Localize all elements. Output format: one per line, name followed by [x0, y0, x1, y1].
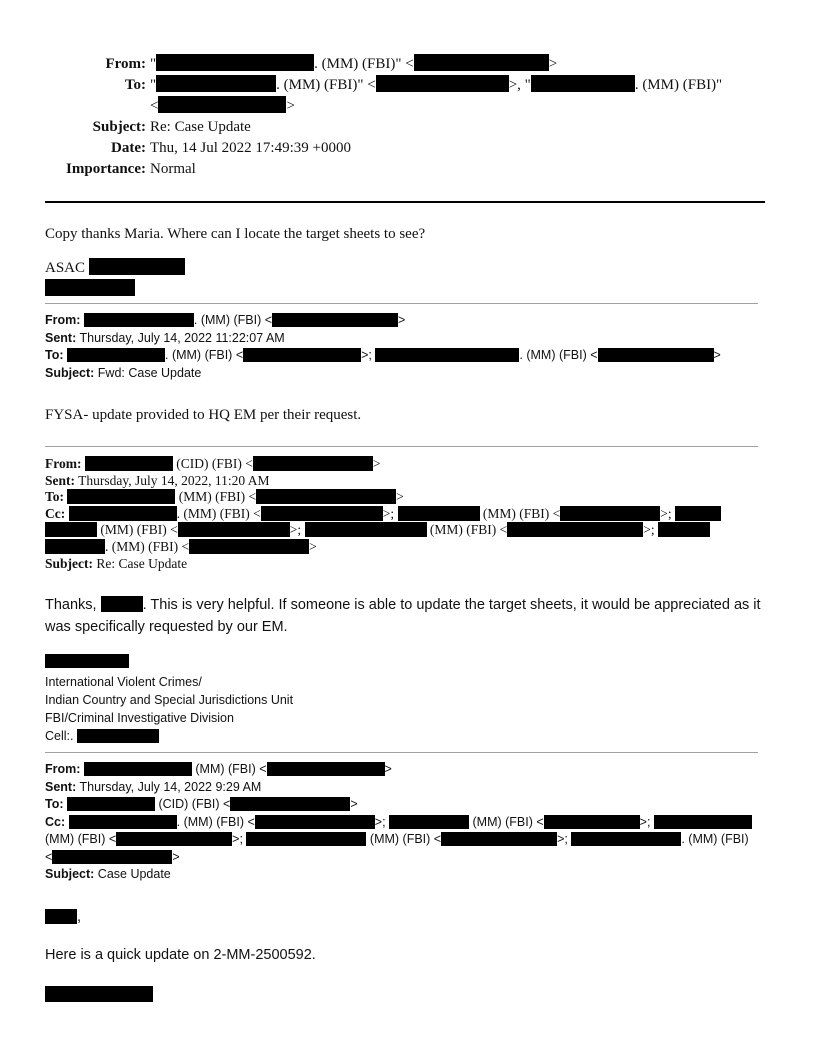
redaction	[45, 539, 105, 554]
header-subject-label: Subject:	[92, 119, 146, 135]
msg2-subject-row: Subject: Fwd: Case Update	[45, 365, 202, 380]
redaction	[69, 506, 177, 521]
redaction	[77, 729, 159, 743]
msg3-header	[45, 456, 757, 572]
msg4-from-row: From: (MM) (FBI) < >	[45, 762, 392, 776]
message-divider	[45, 303, 758, 304]
redaction	[243, 348, 361, 362]
msg3-to-row: To: (MM) (FBI) < >	[45, 489, 404, 505]
redaction	[101, 596, 143, 612]
redaction	[571, 832, 681, 846]
redaction	[531, 75, 635, 92]
redaction	[267, 762, 385, 776]
redaction	[544, 815, 640, 829]
redaction	[69, 815, 177, 829]
redaction	[441, 832, 557, 846]
redaction	[654, 815, 752, 829]
redaction	[45, 909, 77, 924]
redaction	[178, 522, 290, 537]
msg3-from-row: From: (CID) (FBI) < >	[45, 456, 381, 471]
redaction	[375, 348, 519, 362]
redaction	[376, 75, 509, 92]
redaction	[45, 654, 129, 668]
redaction	[45, 522, 97, 537]
msg3-cc-row: Cc: . (MM) (FBI) < >; (MM) (FBI) < >; (MM) (FBI) < >; (MM) (FBI) < >; . (MM) (FBI) < >	[45, 506, 757, 556]
header-from-row: From: " . (MM) (FBI)" < >	[40, 54, 770, 75]
header-to-label: To:	[124, 77, 146, 93]
redaction	[598, 348, 714, 362]
redaction	[675, 506, 721, 521]
msg2-from-row: From: . (MM) (FBI) < >	[45, 313, 406, 327]
redaction	[84, 762, 192, 776]
redaction	[156, 75, 276, 92]
header-divider	[45, 201, 765, 203]
redaction	[67, 797, 155, 811]
header-importance: Normal	[150, 161, 196, 177]
msg4-signature	[45, 986, 770, 1009]
header-subject: Re: Case Update	[150, 119, 251, 135]
msg3-body: Thanks, . This is very helpful. If someone is able to update the target sheets, it would be appreciated as it was specifically requested by our EM.	[45, 597, 761, 635]
msg4-cc-row: Cc: . (MM) (FBI) < >; (MM) (FBI) < >; (MM) (FBI) < >; (MM) (FBI) < >; . (MM) (FBI) < >	[45, 814, 769, 867]
email-header	[40, 54, 770, 180]
msg4-to-row: To: (CID) (FBI) < >	[45, 797, 358, 811]
redaction	[246, 832, 366, 846]
redaction	[305, 522, 427, 537]
redaction	[156, 54, 314, 71]
redaction	[116, 832, 232, 846]
redaction	[398, 506, 480, 521]
header-date-label: Date:	[111, 140, 146, 156]
redaction	[560, 506, 660, 521]
msg2-header	[45, 312, 770, 382]
msg3-sent-row: Sent: Thursday, July 14, 2022, 11:20 AM	[45, 472, 270, 488]
message-divider	[45, 752, 758, 753]
header-date-row	[40, 138, 770, 159]
redaction	[272, 313, 398, 327]
header-to-row: To: " . (MM) (FBI)" < >, " . (MM) (FBI)" < >	[40, 75, 770, 117]
redaction	[414, 54, 549, 71]
redaction	[158, 96, 286, 113]
header-date: Thu, 14 Jul 2022 17:49:39 +0000	[150, 140, 351, 156]
redaction	[85, 456, 173, 471]
message-divider	[45, 446, 758, 447]
msg2-to-row: To: . (MM) (FBI) < >; . (MM) (FBI) < >	[45, 348, 721, 362]
redaction	[230, 797, 350, 811]
redaction	[261, 506, 383, 521]
header-importance-row	[40, 159, 770, 180]
header-subject-row	[40, 117, 770, 138]
redaction	[507, 522, 643, 537]
redaction	[84, 313, 194, 327]
redaction	[67, 348, 165, 362]
msg3-subject-row: Subject: Re: Case Update	[45, 555, 188, 571]
msg4-header	[45, 761, 769, 884]
redaction	[89, 258, 185, 275]
redaction	[658, 522, 710, 537]
redaction	[45, 986, 153, 1002]
header-importance-label: Importance:	[66, 161, 146, 177]
msg4-body: Here is a quick update on 2-MM-2500592.	[45, 947, 316, 963]
redaction	[255, 815, 375, 829]
reply-body: Copy thanks Maria. Where can I locate the target sheets to see?	[45, 226, 426, 242]
msg3-signature: International Violent Crimes/ Indian Country and Special Jurisdictions Unit FBI/Criminal Investigative Division Cell:.	[45, 654, 770, 745]
redaction	[189, 539, 309, 554]
msg4-subject-row: Subject: Case Update	[45, 867, 171, 881]
msg2-body: FYSA- update provided to HQ EM per their request.	[45, 407, 362, 423]
msg4-greeting: ,	[45, 906, 770, 928]
redaction	[256, 489, 396, 504]
redaction	[389, 815, 469, 829]
redaction	[253, 456, 373, 471]
header-from-label: From:	[105, 56, 146, 72]
msg4-sent-row: Sent: Thursday, July 14, 2022 9:29 AM	[45, 779, 262, 794]
msg2-sent-row: Sent: Thursday, July 14, 2022 11:22:07 AM	[45, 330, 285, 345]
reply-signature: ASAC	[45, 258, 770, 303]
redaction	[52, 850, 172, 864]
redaction	[67, 489, 175, 504]
redaction	[45, 279, 135, 296]
